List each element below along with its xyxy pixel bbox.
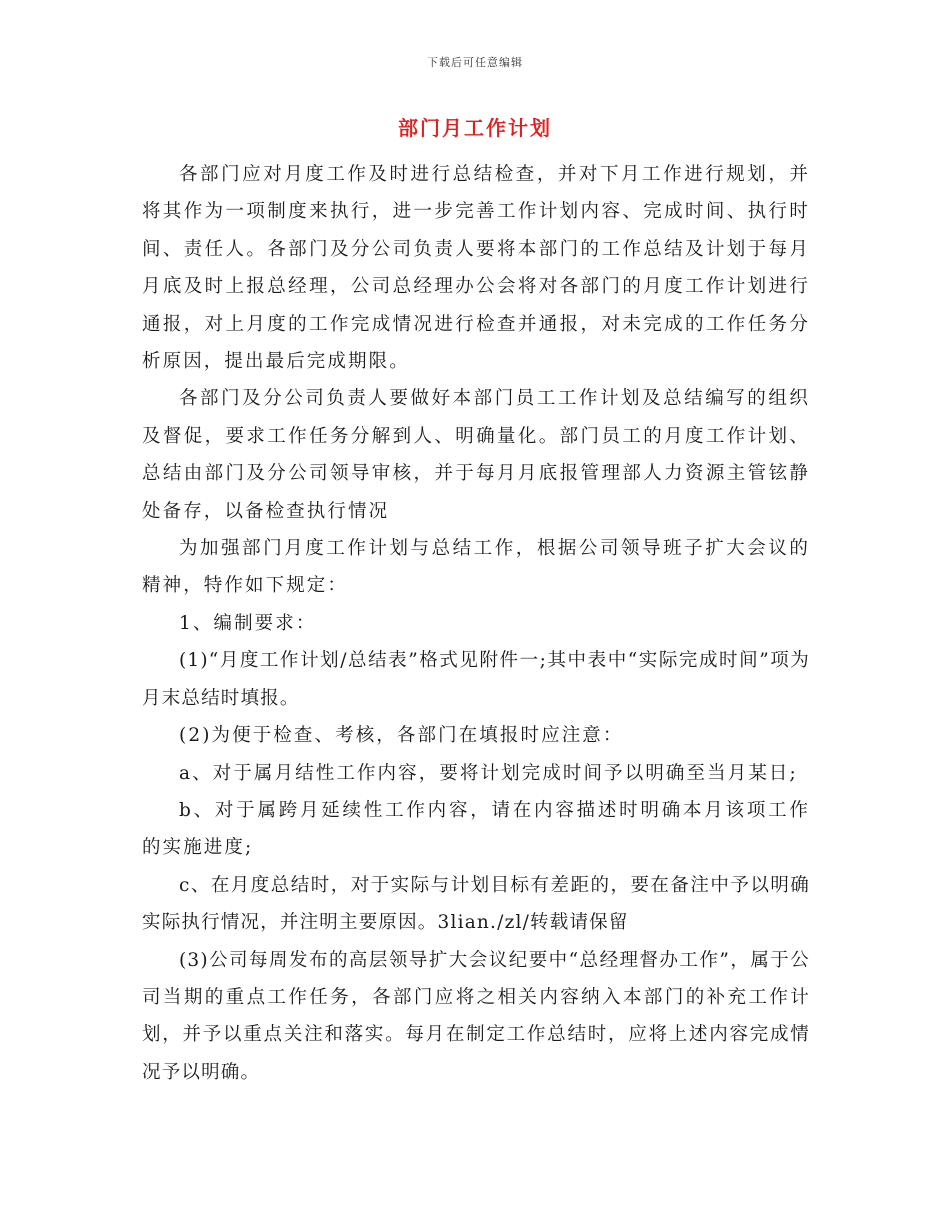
- paragraph-item-2: (2)为便于检查、考核，各部门在填报时应注意：: [179, 725, 624, 747]
- header-note: 下载后可任意编辑: [427, 56, 523, 69]
- paragraph-responsibility: 各部门及分公司负责人要做好本部门员工工作计划及总结编写的组织及督促，要求工作任务分解到人、明确量化。部门员工的月度工作计划、总结由部门及分公司领导审核，并于每月月底报管理部人力资源主管铉静处备存，以备检查执行情况: [142, 388, 810, 522]
- document-title: 部门月工作计划: [398, 116, 552, 140]
- paragraph-item-a: a、对于属月结性工作内容，要将计划完成时间予以明确至当月某日;: [179, 762, 798, 784]
- paragraph-item-1: (1)“月度工作计划/总结表”格式见附件一;其中表中“实际完成时间”项为月末总结时填报。: [142, 650, 810, 709]
- paragraph-section-heading: 1、编制要求：: [179, 612, 317, 634]
- paragraph-monthly-review: 各部门应对月度工作及时进行总结检查，并对下月工作进行规划，并将其作为一项制度来执行，进一步完善工作计划内容、完成时间、执行时间、责任人。各部门及分公司负责人要将本部门的工作总结及计划于每月月底及时上报总经理，公司总经理办公会将对各部门的月度工作计划进行通报，对上月度的工作完成情况进行检查并通报，对未完成的工作任务分析原因，提出最后完成期限。: [142, 164, 810, 373]
- paragraph-item-c: c、在月度总结时，对于实际与计划目标有差距的，要在备注中予以明确实际执行情况，并注明主要原因。3lian./zl/转载请保留: [142, 874, 810, 934]
- paragraph-regulation-intro: 为加强部门月度工作计划与总结工作，根据公司领导班子扩大会议的精神，特作如下规定：: [142, 538, 810, 597]
- document-body: [142, 156, 810, 1091]
- paragraph-item-b: b、对于属跨月延续性工作内容，请在内容描述时明确本月该项工作的实施进度;: [142, 799, 810, 859]
- paragraph-item-3: (3)公司每周发布的高层领导扩大会议纪要中“总经理督办工作”，属于公司当期的重点工作任务，各部门应将之相关内容纳入本部门的补充工作计划，并予以重点关注和落实。每月在制定工作总结时，应将上述内容完成情况予以明确。: [142, 949, 810, 1083]
